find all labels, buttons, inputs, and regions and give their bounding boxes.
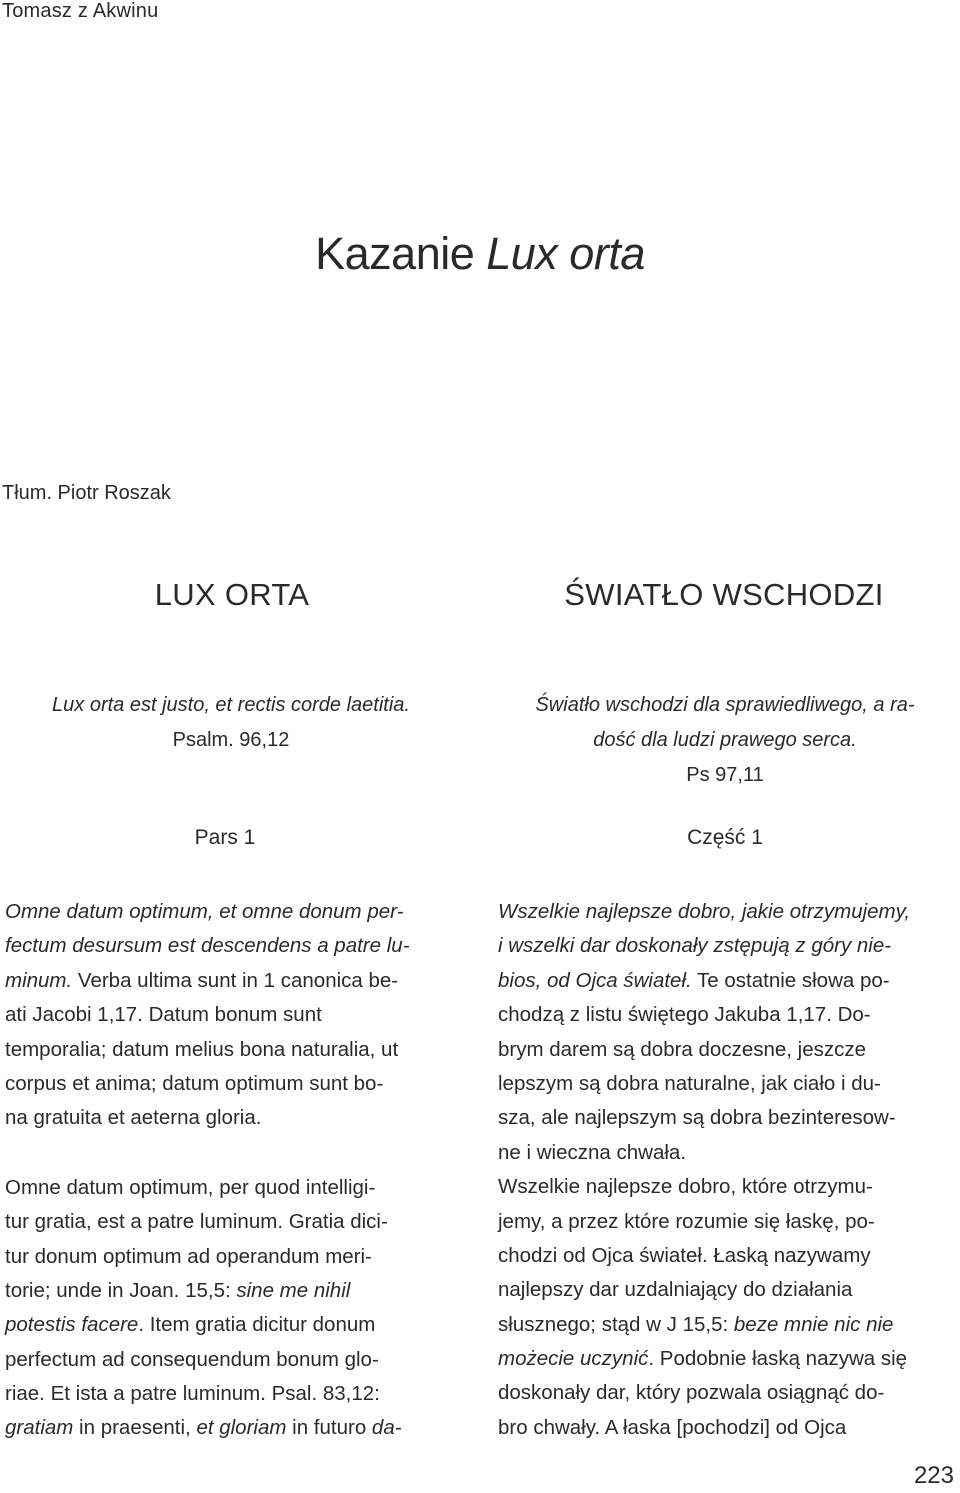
polish-epigraph-ref: Ps 97,11 bbox=[686, 764, 764, 786]
polish-line: chodzi od Ojca świateł. Łaską nazywamy bbox=[498, 1243, 871, 1267]
polish-text-italic: bios, od Ojca świateł. bbox=[498, 968, 692, 992]
polish-part-heading: Część 1 bbox=[687, 826, 763, 849]
polish-line: doskonały dar, który pozwala osiągnąć do- bbox=[498, 1381, 885, 1405]
polish-text: Te ostatnie słowa po- bbox=[691, 968, 890, 992]
paragraph-gap bbox=[5, 1136, 455, 1171]
latin-line: Omne datum optimum, per quod intelligi- bbox=[5, 1175, 376, 1199]
latin-text-italic: potestis facere bbox=[5, 1313, 139, 1337]
polish-line: ne i wieczna chwała. bbox=[498, 1140, 687, 1164]
latin-epigraph-quote: Lux orta est justo, et rectis corde laetitia. bbox=[52, 694, 410, 716]
polish-line: lepszym są dobra naturalne, jak ciało i du- bbox=[498, 1071, 881, 1095]
polish-column bbox=[498, 895, 954, 1445]
polish-line: brym darem są dobra doczesne, jeszcze bbox=[498, 1037, 867, 1061]
latin-text-italic: sine me nihil bbox=[236, 1278, 351, 1302]
polish-epigraph bbox=[500, 688, 950, 793]
latin-text-italic: gratiam bbox=[5, 1416, 74, 1440]
latin-text: in futuro bbox=[286, 1416, 372, 1440]
latin-line: tur donum optimum ad operandum meri- bbox=[5, 1244, 372, 1268]
latin-line: na gratuita et aeterna gloria. bbox=[5, 1106, 262, 1130]
latin-line: Omne datum optimum, et omne donum per- bbox=[5, 900, 404, 923]
title-plain: Kazanie bbox=[315, 228, 487, 279]
polish-line: i wszelki dar doskonały zstępują z góry nie- bbox=[498, 934, 892, 958]
latin-line: perfectum ad consequendum bonum glo- bbox=[5, 1347, 379, 1371]
latin-line: fectum desursum est descendens a patre lu- bbox=[5, 934, 410, 958]
latin-heading: LUX ORTA bbox=[154, 577, 310, 612]
polish-line: Wszelkie najlepsze dobro, które otrzymu- bbox=[498, 1175, 873, 1199]
polish-line: chodzą z listu świętego Jakuba 1,17. Do- bbox=[498, 1003, 871, 1027]
latin-text-italic: minum. bbox=[5, 968, 73, 992]
translator-credit: Tłum. Piotr Roszak bbox=[2, 482, 171, 504]
polish-line: najlepszy dar uzdalniający do działania bbox=[498, 1278, 853, 1302]
polish-line: sza, ale najlepszym są dobra bezinteresow- bbox=[498, 1106, 896, 1130]
latin-line bbox=[5, 1308, 455, 1342]
latin-line: corpus et anima; datum optimum sunt bo- bbox=[5, 1071, 384, 1095]
title-italic: Lux orta bbox=[486, 228, 645, 279]
latin-line: tur gratia, est a patre luminum. Gratia dici- bbox=[5, 1210, 388, 1234]
polish-text-italic: możecie uczynić bbox=[498, 1347, 649, 1371]
polish-line: jemy, a przez które rozumie się łaskę, po- bbox=[498, 1209, 875, 1233]
polish-line bbox=[498, 964, 954, 998]
latin-line bbox=[5, 964, 455, 998]
polish-text: . Podobnie łaską nazywa się bbox=[648, 1347, 908, 1371]
latin-text: torie; unde in Joan. 15,5: bbox=[5, 1278, 237, 1302]
polish-epigraph-line2: dość dla ludzi prawego serca. bbox=[593, 729, 857, 751]
running-head: Tomasz z Akwinu bbox=[2, 0, 159, 22]
polish-heading: ŚWIATŁO WSCHODZI bbox=[564, 577, 884, 612]
latin-line: ati Jacobi 1,17. Datum bonum sunt bbox=[5, 1003, 322, 1027]
latin-part-heading: Pars 1 bbox=[194, 826, 256, 849]
latin-line: temporalia; datum melius bona naturalia, ut bbox=[5, 1037, 399, 1061]
polish-line bbox=[498, 1342, 954, 1376]
latin-line: riae. Et ista a patre luminum. Psal. 83,12: bbox=[5, 1382, 380, 1406]
polish-epigraph-line1: Światło wschodzi dla sprawiedliwego, a ra- bbox=[535, 694, 915, 716]
polish-line: bro chwały. A łaska [pochodzi] od Ojca bbox=[498, 1415, 847, 1439]
latin-epigraph bbox=[15, 688, 447, 758]
latin-line bbox=[5, 1274, 455, 1308]
latin-line bbox=[5, 1411, 455, 1445]
latin-text-italic: et gloriam bbox=[196, 1416, 287, 1440]
page-number: 223 bbox=[913, 1462, 954, 1489]
page-title bbox=[0, 228, 960, 280]
latin-epigraph-ref: Psalm. 96,12 bbox=[172, 729, 290, 751]
latin-column bbox=[5, 895, 455, 1446]
latin-text: . Item gratia dicitur donum bbox=[138, 1313, 376, 1337]
polish-line bbox=[498, 1308, 954, 1342]
latin-text: Verba ultima sunt in 1 canonica be- bbox=[72, 968, 399, 992]
polish-text-italic: beze mnie nic nie bbox=[733, 1312, 894, 1336]
latin-text-italic: da- bbox=[371, 1416, 402, 1440]
polish-text: słusznego; stąd w J 15,5: bbox=[498, 1312, 734, 1336]
latin-text: in praesenti, bbox=[73, 1416, 197, 1440]
polish-line: Wszelkie najlepsze dobro, jakie otrzymujemy, bbox=[498, 900, 911, 923]
